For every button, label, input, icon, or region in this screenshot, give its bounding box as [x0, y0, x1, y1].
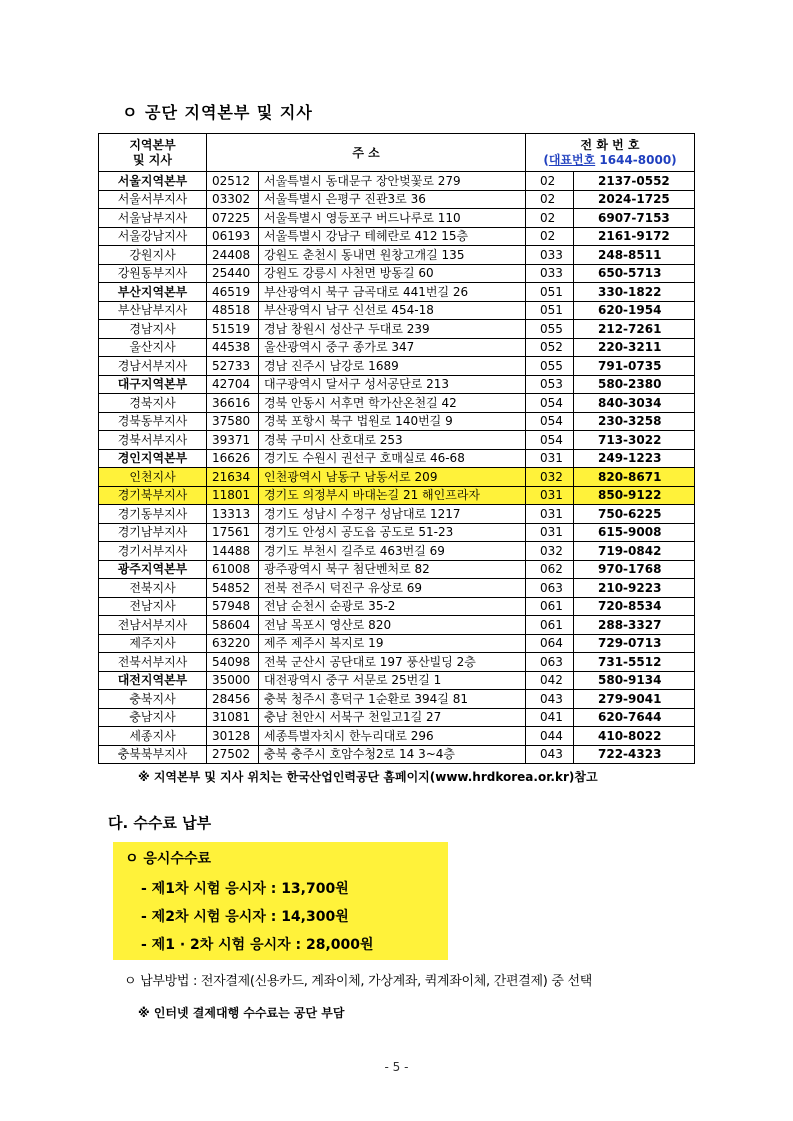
table-row	[99, 301, 695, 320]
office-name: 전남서부지사	[99, 616, 207, 635]
office-address: 서울특별시 은평구 진관3로 36	[259, 190, 526, 209]
office-zip: 42704	[207, 375, 259, 394]
table-row	[99, 560, 695, 579]
office-address: 전남 순천시 순광로 35-2	[259, 597, 526, 616]
office-zip: 07225	[207, 209, 259, 228]
office-area-code: 043	[526, 690, 574, 709]
office-phone-number: 2024-1725	[574, 190, 695, 209]
table-row	[99, 727, 695, 746]
office-phone-number: 620-7644	[574, 708, 695, 727]
office-address: 인천광역시 남동구 남동서로 209	[259, 468, 526, 487]
office-phone-number: 720-8534	[574, 597, 695, 616]
office-name: 경기남부지사	[99, 523, 207, 542]
office-zip: 13313	[207, 505, 259, 524]
office-phone-number: 580-2380	[574, 375, 695, 394]
office-zip: 51519	[207, 320, 259, 339]
office-name: 경기서부지사	[99, 542, 207, 561]
office-phone-number: 750-6225	[574, 505, 695, 524]
office-zip: 63220	[207, 634, 259, 653]
office-name: 울산지사	[99, 338, 207, 357]
header-phone-sub: (대표번호 1644-8000)	[543, 153, 677, 167]
office-address: 경북 포항시 북구 법원로 140번길 9	[259, 412, 526, 431]
office-address: 부산광역시 북구 금곡대로 441번길 26	[259, 283, 526, 302]
office-address: 경북 안동시 서후면 학가산온천길 42	[259, 394, 526, 413]
office-zip: 28456	[207, 690, 259, 709]
office-address: 경기도 안성시 공도읍 공도로 51-23	[259, 523, 526, 542]
page-number: - 5 -	[384, 1060, 409, 1074]
section-title: ㅇ 공단 지역본부 및 지사	[122, 103, 313, 122]
office-name: 충북지사	[99, 690, 207, 709]
office-area-code: 032	[526, 468, 574, 487]
table-row	[99, 431, 695, 450]
office-phone-number: 2137-0552	[574, 172, 695, 191]
header-address: 주 소	[207, 134, 526, 172]
table-row	[99, 542, 695, 561]
office-zip: 02512	[207, 172, 259, 191]
office-zip: 21634	[207, 468, 259, 487]
office-phone-number: 6907-7153	[574, 209, 695, 228]
table-row	[99, 486, 695, 505]
office-phone-number: 279-9041	[574, 690, 695, 709]
office-area-code: 031	[526, 523, 574, 542]
office-area-code: 033	[526, 246, 574, 265]
table-row	[99, 172, 695, 191]
office-zip: 58604	[207, 616, 259, 635]
office-zip: 61008	[207, 560, 259, 579]
office-area-code: 053	[526, 375, 574, 394]
office-area-code: 031	[526, 486, 574, 505]
table-row	[99, 505, 695, 524]
office-zip: 31081	[207, 708, 259, 727]
office-address: 경기도 의정부시 바대논길 21 해인프라자	[259, 486, 526, 505]
office-area-code: 055	[526, 320, 574, 339]
office-zip: 48518	[207, 301, 259, 320]
table-row	[99, 579, 695, 598]
office-name: 전북지사	[99, 579, 207, 598]
office-name: 대전지역본부	[99, 671, 207, 690]
office-phone-number: 820-8671	[574, 468, 695, 487]
office-address: 충북 충주시 호암수청2로 14 3~4층	[259, 745, 526, 764]
header-phone-label: 전 화 번 호	[580, 138, 640, 152]
office-area-code: 051	[526, 283, 574, 302]
table-row	[99, 338, 695, 357]
office-phone-number: 248-8511	[574, 246, 695, 265]
office-zip: 37580	[207, 412, 259, 431]
office-area-code: 064	[526, 634, 574, 653]
table-row	[99, 412, 695, 431]
fees-heading: 다. 수수료 납부	[108, 814, 212, 832]
office-zip: 24408	[207, 246, 259, 265]
office-area-code: 063	[526, 579, 574, 598]
office-name: 경남서부지사	[99, 357, 207, 376]
table-row	[99, 653, 695, 672]
office-zip: 52733	[207, 357, 259, 376]
office-name: 경북서부지사	[99, 431, 207, 450]
office-name: 부산남부지사	[99, 301, 207, 320]
office-area-code: 02	[526, 227, 574, 246]
office-zip: 36616	[207, 394, 259, 413]
office-area-code: 032	[526, 542, 574, 561]
office-name: 강원지사	[99, 246, 207, 265]
table-row	[99, 320, 695, 339]
office-address: 세종특별자치시 한누리대로 296	[259, 727, 526, 746]
office-phone-number: 220-3211	[574, 338, 695, 357]
office-phone-number: 722-4323	[574, 745, 695, 764]
office-name: 서울서부지사	[99, 190, 207, 209]
office-name: 서울강남지사	[99, 227, 207, 246]
office-phone-number: 731-5512	[574, 653, 695, 672]
office-zip: 57948	[207, 597, 259, 616]
header-name: 지역본부 및 지사	[99, 134, 207, 172]
fee-item: - 제1차 시험 응시자 : 13,700원	[141, 881, 349, 897]
office-name: 경인지역본부	[99, 449, 207, 468]
office-area-code: 051	[526, 301, 574, 320]
office-name: 충북북부지사	[99, 745, 207, 764]
table-row	[99, 708, 695, 727]
office-phone-number: 791-0735	[574, 357, 695, 376]
header-phone-sub-label: 대표번호	[548, 153, 596, 167]
office-area-code: 063	[526, 653, 574, 672]
office-area-code: 054	[526, 431, 574, 450]
office-area-code: 061	[526, 616, 574, 635]
office-name: 서울남부지사	[99, 209, 207, 228]
office-area-code: 031	[526, 505, 574, 524]
office-table	[98, 133, 695, 764]
office-name: 강원동부지사	[99, 264, 207, 283]
table-row	[99, 264, 695, 283]
fee-box	[113, 842, 448, 960]
office-area-code: 02	[526, 209, 574, 228]
office-area-code: 043	[526, 745, 574, 764]
office-address: 충남 천안시 서북구 천일고1길 27	[259, 708, 526, 727]
office-name: 전남지사	[99, 597, 207, 616]
office-area-code: 031	[526, 449, 574, 468]
office-name: 부산지역본부	[99, 283, 207, 302]
payment-method: ㅇ 납부방법 : 전자결제(신용카드, 계좌이체, 가상계좌, 퀵계좌이체, 간편결제) 중 선택	[124, 974, 592, 989]
table-row	[99, 745, 695, 764]
office-address: 경남 진주시 남강로 1689	[259, 357, 526, 376]
table-row	[99, 671, 695, 690]
office-phone-number: 713-3022	[574, 431, 695, 450]
table-row	[99, 597, 695, 616]
office-phone-number: 850-9122	[574, 486, 695, 505]
table-row	[99, 227, 695, 246]
office-address: 서울특별시 강남구 테헤란로 412 15층	[259, 227, 526, 246]
office-address: 서울특별시 영등포구 버드나루로 110	[259, 209, 526, 228]
office-rows	[99, 172, 695, 764]
office-area-code: 044	[526, 727, 574, 746]
table-note: ※ 지역본부 및 지사 위치는 한국산업인력공단 홈페이지(www.hrdkorea.or.kr)참고	[138, 770, 598, 784]
office-address: 광주광역시 북구 첨단벤처로 82	[259, 560, 526, 579]
office-name: 경기동부지사	[99, 505, 207, 524]
office-zip: 11801	[207, 486, 259, 505]
table-row	[99, 690, 695, 709]
office-zip: 25440	[207, 264, 259, 283]
office-phone-number: 288-3327	[574, 616, 695, 635]
office-address: 충북 청주시 흥덕구 1순환로 394길 81	[259, 690, 526, 709]
table-row	[99, 616, 695, 635]
office-phone-number: 620-1954	[574, 301, 695, 320]
office-address: 울산광역시 중구 종가로 347	[259, 338, 526, 357]
office-phone-number: 230-3258	[574, 412, 695, 431]
office-address: 경기도 성남시 수정구 성남대로 1217	[259, 505, 526, 524]
table-row	[99, 357, 695, 376]
table-header-row	[99, 134, 695, 172]
office-phone-number: 210-9223	[574, 579, 695, 598]
office-area-code: 052	[526, 338, 574, 357]
table-row	[99, 283, 695, 302]
office-phone-number: 249-1223	[574, 449, 695, 468]
office-name: 제주지사	[99, 634, 207, 653]
office-zip: 44538	[207, 338, 259, 357]
office-zip: 14488	[207, 542, 259, 561]
office-address: 경기도 수원시 권선구 호매실로 46-68	[259, 449, 526, 468]
table-row	[99, 190, 695, 209]
office-zip: 27502	[207, 745, 259, 764]
office-address: 전북 군산시 공단대로 197 풍산빌딩 2층	[259, 653, 526, 672]
office-zip: 35000	[207, 671, 259, 690]
office-name: 전북서부지사	[99, 653, 207, 672]
office-address: 경기도 부천시 길주로 463번길 69	[259, 542, 526, 561]
table-row	[99, 634, 695, 653]
table-row	[99, 394, 695, 413]
office-address: 대구광역시 달서구 성서공단로 213	[259, 375, 526, 394]
office-phone-number: 615-9008	[574, 523, 695, 542]
table-row	[99, 468, 695, 487]
office-area-code: 062	[526, 560, 574, 579]
office-area-code: 042	[526, 671, 574, 690]
office-name: 경기북부지사	[99, 486, 207, 505]
office-zip: 06193	[207, 227, 259, 246]
office-phone-number: 970-1768	[574, 560, 695, 579]
office-phone-number: 410-8022	[574, 727, 695, 746]
header-phone	[526, 134, 695, 172]
office-address: 강원도 춘천시 동내면 원창고개길 135	[259, 246, 526, 265]
office-address: 서울특별시 동대문구 장안벚꽃로 279	[259, 172, 526, 191]
office-area-code: 055	[526, 357, 574, 376]
office-address: 전북 전주시 덕진구 유상로 69	[259, 579, 526, 598]
office-zip: 54098	[207, 653, 259, 672]
office-zip: 30128	[207, 727, 259, 746]
office-address: 강원도 강릉시 사천면 방동길 60	[259, 264, 526, 283]
office-address: 제주 제주시 복지로 19	[259, 634, 526, 653]
office-phone-number: 840-3034	[574, 394, 695, 413]
header-phone-sub-number: 1644-8000	[599, 153, 672, 167]
payment-note: ※ 인터넷 결제대행 수수료는 공단 부담	[138, 1006, 345, 1020]
fee-box-title: ㅇ 응시수수료	[125, 851, 212, 867]
office-name: 인천지사	[99, 468, 207, 487]
office-area-code: 054	[526, 412, 574, 431]
office-zip: 46519	[207, 283, 259, 302]
table-row	[99, 246, 695, 265]
office-name: 대구지역본부	[99, 375, 207, 394]
office-zip: 16626	[207, 449, 259, 468]
office-address: 경북 구미시 산호대로 253	[259, 431, 526, 450]
fee-item: - 제2차 시험 응시자 : 14,300원	[141, 909, 349, 925]
office-phone-number: 212-7261	[574, 320, 695, 339]
table-row	[99, 449, 695, 468]
table-row	[99, 523, 695, 542]
office-zip: 39371	[207, 431, 259, 450]
table-row	[99, 375, 695, 394]
office-phone-number: 719-0842	[574, 542, 695, 561]
office-area-code: 041	[526, 708, 574, 727]
office-phone-number: 650-5713	[574, 264, 695, 283]
office-zip: 03302	[207, 190, 259, 209]
office-name: 경북지사	[99, 394, 207, 413]
office-address: 전남 목포시 영산로 820	[259, 616, 526, 635]
office-zip: 17561	[207, 523, 259, 542]
office-name: 경남지사	[99, 320, 207, 339]
office-address: 경남 창원시 성산구 두대로 239	[259, 320, 526, 339]
office-area-code: 061	[526, 597, 574, 616]
table-row	[99, 209, 695, 228]
office-phone-number: 330-1822	[574, 283, 695, 302]
office-name: 서울지역본부	[99, 172, 207, 191]
office-phone-number: 580-9134	[574, 671, 695, 690]
office-area-code: 02	[526, 172, 574, 191]
office-name: 경북동부지사	[99, 412, 207, 431]
office-name: 충남지사	[99, 708, 207, 727]
office-name: 광주지역본부	[99, 560, 207, 579]
office-area-code: 033	[526, 264, 574, 283]
office-phone-number: 2161-9172	[574, 227, 695, 246]
office-area-code: 02	[526, 190, 574, 209]
fee-item: - 제1 · 2차 시험 응시자 : 28,000원	[141, 937, 374, 953]
office-name: 세종지사	[99, 727, 207, 746]
office-address: 대전광역시 중구 서문로 25번길 1	[259, 671, 526, 690]
office-area-code: 054	[526, 394, 574, 413]
office-address: 부산광역시 남구 신선로 454-18	[259, 301, 526, 320]
office-phone-number: 729-0713	[574, 634, 695, 653]
office-zip: 54852	[207, 579, 259, 598]
